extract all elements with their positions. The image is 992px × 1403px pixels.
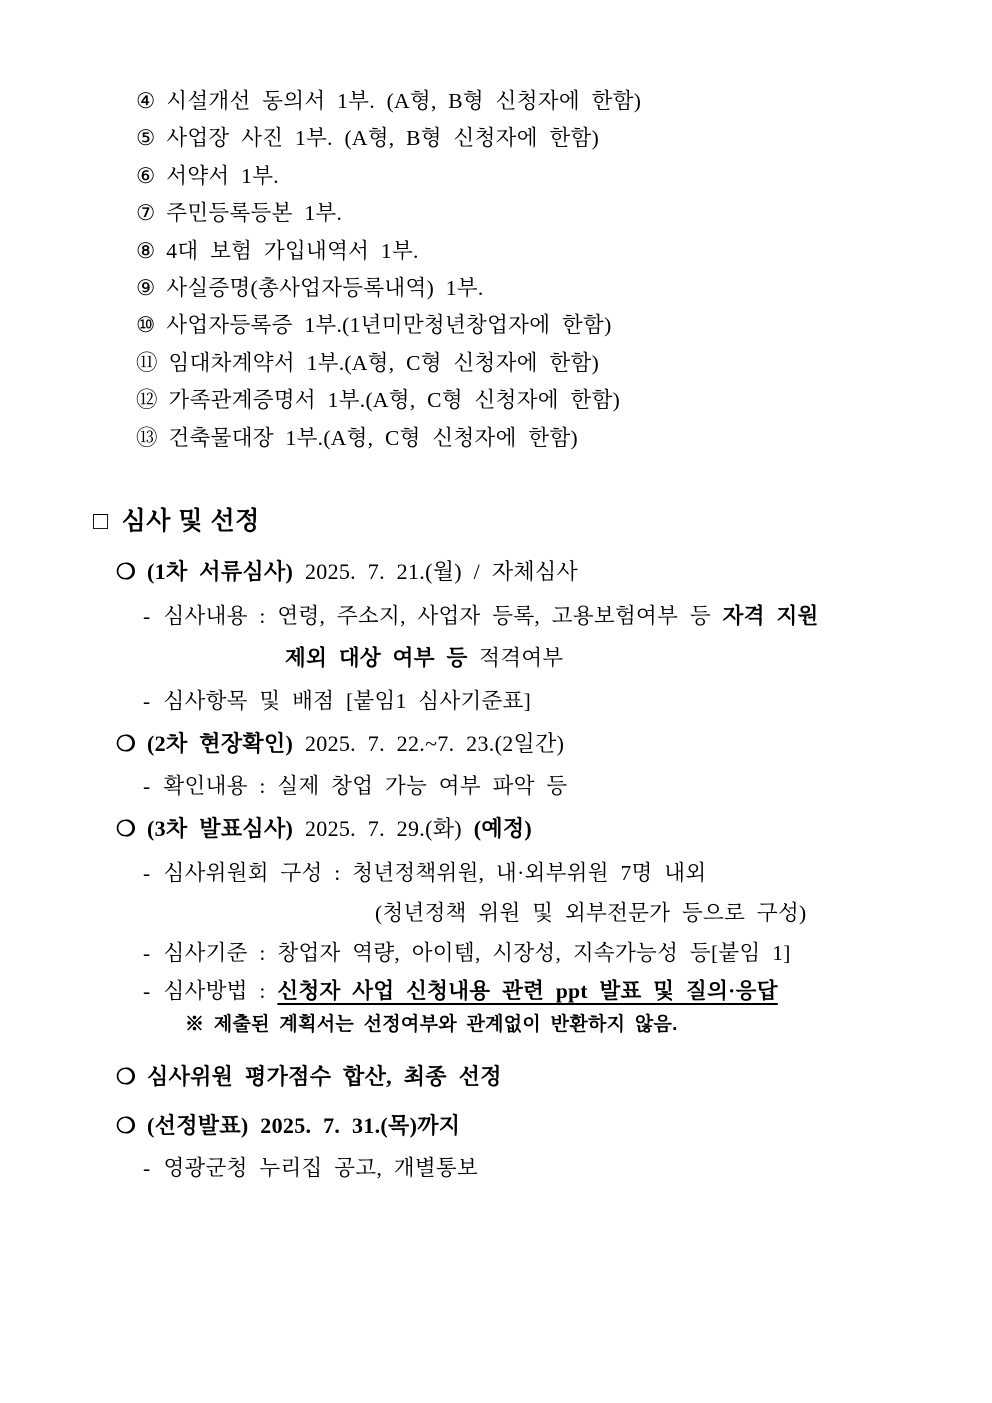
- item-text: 서약서 1부.: [166, 163, 279, 188]
- announcement-heading: [0, 1113, 992, 1139]
- item-number: ⑩: [136, 313, 156, 338]
- item-number: ⑥: [136, 163, 156, 188]
- round3-note-text: ※ 제출된 계획서는 선정여부와 관계없이 반환하지 않음.: [185, 1014, 678, 1036]
- list-item: [136, 420, 992, 457]
- round2-heading: [0, 731, 992, 757]
- final-selection: [0, 1064, 992, 1090]
- list-item: [136, 120, 992, 157]
- round1-content-prefix: 심사내용 : 연령, 주소지, 사업자 등록, 고용보험여부 등: [163, 604, 723, 629]
- round3-status: (예정): [473, 816, 533, 842]
- round1-cont-rest: 적격여부: [467, 646, 564, 671]
- dash-bullet-icon: -: [143, 1156, 151, 1181]
- list-item: [136, 233, 992, 270]
- circle-bullet-icon: ❍: [116, 816, 137, 842]
- dash-bullet-icon: -: [143, 979, 151, 1004]
- required-documents-list: [136, 0, 992, 457]
- item-number: ⑦: [136, 201, 156, 226]
- item-number: ⑪: [136, 350, 158, 375]
- list-item: [136, 270, 992, 307]
- round2-label: (2차 현장확인): [147, 731, 294, 757]
- round3-heading: [0, 816, 992, 842]
- round3-method: [0, 979, 992, 1003]
- round2-detail: 2025. 7. 22.~7. 23.(2일간): [304, 731, 565, 757]
- item-text: 주민등록등본 1부.: [166, 201, 343, 226]
- item-number: ⑧: [136, 238, 156, 263]
- dash-bullet-icon: -: [143, 604, 151, 629]
- round1-label: (1차 서류심사): [147, 559, 294, 585]
- announcement-label: (선정발표): [147, 1113, 249, 1139]
- square-bullet-icon: □: [93, 507, 109, 536]
- item-number: ⑬: [136, 425, 158, 450]
- round1-cont-bold: 제외 대상 여부 등: [285, 646, 468, 671]
- item-text: 사업장 사진 1부. (A형, B형 신청자에 한함): [166, 126, 600, 151]
- final-selection-text: 심사위원 평가점수 합산, 최종 선정: [147, 1064, 502, 1090]
- section-header: [93, 506, 992, 536]
- item-text: 시설개선 동의서 1부. (A형, B형 신청자에 한함): [166, 89, 642, 113]
- round1-content-continued: [0, 646, 992, 670]
- item-number: ⑫: [136, 388, 158, 413]
- dash-bullet-icon: -: [143, 941, 151, 966]
- item-text: 임대차계약서 1부.(A형, C형 신청자에 한함): [168, 350, 600, 375]
- round1-detail: 2025. 7. 21.(월) / 자체심사: [304, 559, 579, 585]
- round3-criteria-text: 심사기준 : 창업자 역량, 아이템, 시장성, 지속가능성 등[붙임 1]: [163, 941, 791, 966]
- round3-detail: 2025. 7. 29.(화): [304, 816, 474, 842]
- round1-content: [0, 604, 992, 628]
- circle-bullet-icon: ❍: [116, 1113, 137, 1139]
- item-number: ④: [136, 89, 156, 113]
- round2-content: [0, 774, 992, 798]
- round1-heading: [0, 559, 992, 585]
- dash-bullet-icon: -: [143, 689, 151, 714]
- section-title: 심사 및 선정: [121, 507, 260, 536]
- item-number: ⑤: [136, 126, 156, 151]
- round3-committee: [0, 861, 992, 885]
- round3-label: (3차 발표심사): [147, 816, 294, 842]
- item-text: 건축물대장 1부.(A형, C형 신청자에 한함): [168, 425, 578, 450]
- list-item: [136, 345, 992, 382]
- round2-content-text: 확인내용 : 실제 창업 가능 여부 파악 등: [163, 774, 568, 799]
- item-text: 가족관계증명서 1부.(A형, C형 신청자에 한함): [168, 388, 621, 413]
- item-number: ⑨: [136, 276, 156, 301]
- round3-committee-note: [0, 901, 992, 925]
- circle-bullet-icon: ❍: [116, 1064, 137, 1090]
- list-item: [136, 158, 992, 195]
- item-text: 사업자등록증 1부.(1년미만청년창업자에 한함): [166, 313, 612, 338]
- list-item: [136, 382, 992, 419]
- round3-committee-text: 심사위원회 구성 : 청년정책위원, 내·외부위원 7명 내외: [163, 861, 707, 886]
- item-text: 4대 보험 가입내역서 1부.: [166, 238, 419, 263]
- announcement-detail: 2025. 7. 31.(목)까지: [248, 1113, 461, 1139]
- round3-method-value: 신청자 사업 신청내용 관련 ppt 발표 및 질의·응답: [277, 979, 778, 1004]
- round1-criteria: [0, 689, 992, 713]
- dash-bullet-icon: -: [143, 861, 151, 886]
- dash-bullet-icon: -: [143, 774, 151, 799]
- list-item: [136, 83, 992, 120]
- round3-committee-note-text: (청년정책 위원 및 외부전문가 등으로 구성): [375, 901, 807, 926]
- item-text: 사실증명(총사업자등록내역) 1부.: [166, 276, 484, 301]
- round3-note: [0, 1014, 992, 1036]
- list-item: [136, 195, 992, 232]
- round1-content-bold: 자격 지원: [722, 604, 819, 629]
- announcement-note: [0, 1156, 992, 1180]
- announcement-note-text: 영광군청 누리집 공고, 개별통보: [163, 1156, 479, 1181]
- circle-bullet-icon: ❍: [116, 731, 137, 757]
- circle-bullet-icon: ❍: [116, 559, 137, 585]
- list-item: [136, 307, 992, 344]
- round3-method-label: 심사방법 :: [163, 979, 278, 1004]
- round3-criteria: [0, 941, 992, 965]
- round1-criteria-text: 심사항목 및 배점 [붙임1 심사기준표]: [163, 689, 532, 714]
